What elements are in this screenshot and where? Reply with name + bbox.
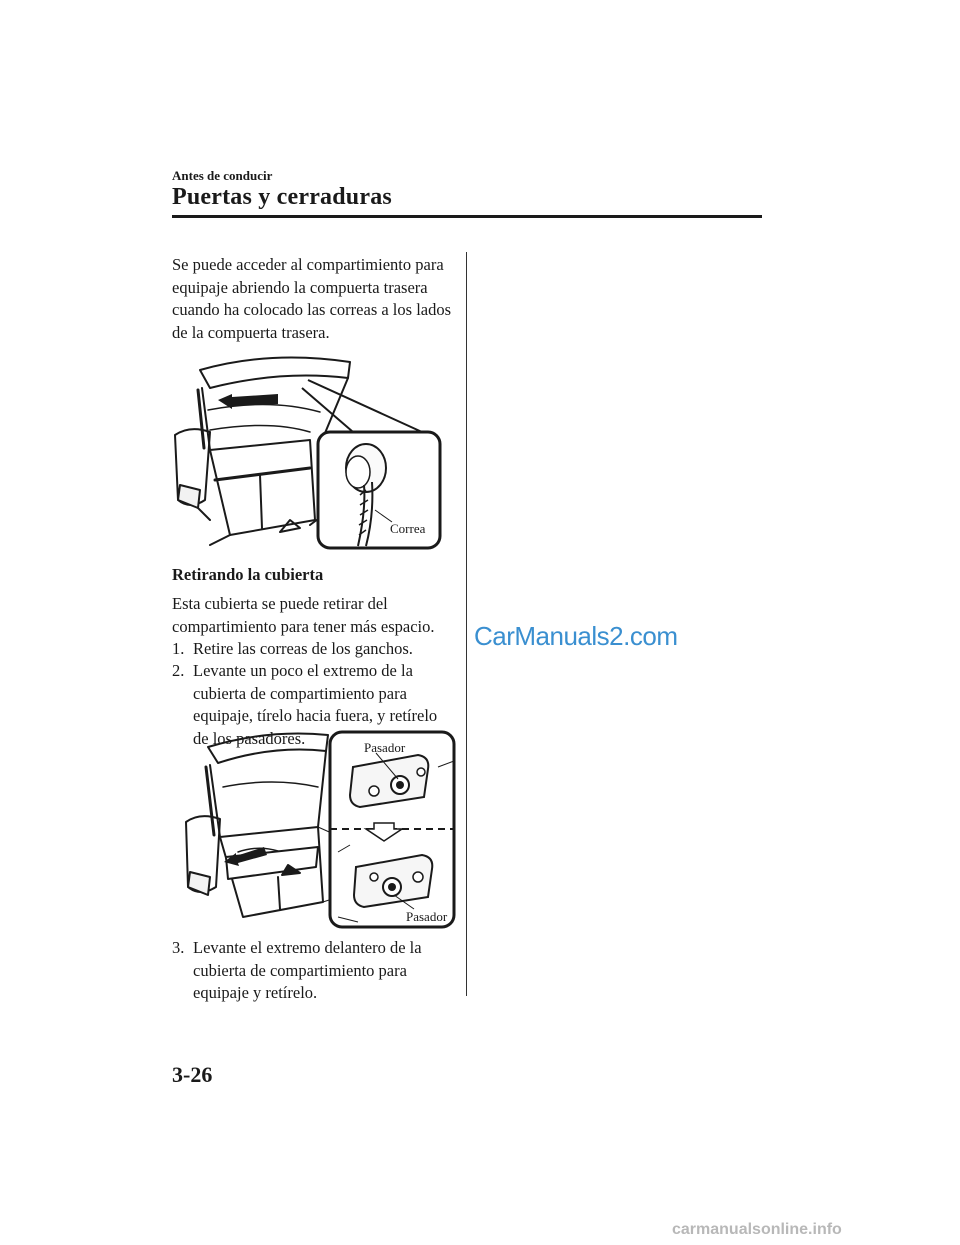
step-number: 1. <box>172 639 185 658</box>
step-text <box>193 638 455 661</box>
step-text <box>193 937 455 1005</box>
removal-line: compartimiento para tener más espacio. <box>172 616 435 636</box>
step-line: cubierta de compartimiento para <box>193 683 407 703</box>
step-number: 3. <box>172 938 185 957</box>
intro-line: cuando ha colocado las correas a los lados <box>172 300 452 319</box>
step-line: Retire las correas de los ganchos. <box>193 639 413 658</box>
removal-paragraph <box>172 593 457 638</box>
step-line: equipaje y retírelo. <box>193 983 318 1002</box>
page-title: Puertas y cerraduras <box>172 184 392 210</box>
section-heading: Retirando la cubierta <box>172 565 324 584</box>
step-line: cubierta de compartimiento para <box>193 960 407 980</box>
step-line: de los pasadores. <box>193 728 306 748</box>
figure-label-pasador-top: Pasador <box>364 740 406 755</box>
removal-line: Esta cubierta se puede retirar del <box>172 594 388 613</box>
title-rule <box>172 215 762 218</box>
intro-line: Se puede acceder al compartimiento para <box>172 255 444 274</box>
cover-pins-illustration <box>178 727 458 932</box>
step-line: Levante un poco el extremo de la <box>193 661 413 680</box>
figure-label-pasador-bottom: Pasador <box>406 909 448 924</box>
intro-line: de la compuerta trasera. <box>172 322 330 342</box>
intro-paragraph <box>172 254 457 344</box>
figure-tailgate-strap <box>170 350 445 555</box>
site-watermark: carmanualsonline.info <box>672 1221 842 1238</box>
intro-line: equipaje abriendo la compuerta trasera <box>172 277 428 297</box>
step-line: Levante el extremo delantero de la <box>193 938 422 957</box>
watermark-logo: CarManuals2.com <box>474 621 678 651</box>
step-line: equipaje, tírelo hacia fuera, y retírelo <box>193 706 438 725</box>
tailgate-strap-illustration <box>170 350 445 555</box>
column-divider <box>466 252 467 996</box>
section-label: Antes de conducir <box>172 168 273 183</box>
figure-cover-pins <box>178 727 458 932</box>
step-number: 2. <box>172 661 185 680</box>
figure-label-correa: Correa <box>390 521 426 536</box>
page-number: 3-26 <box>172 1062 213 1087</box>
